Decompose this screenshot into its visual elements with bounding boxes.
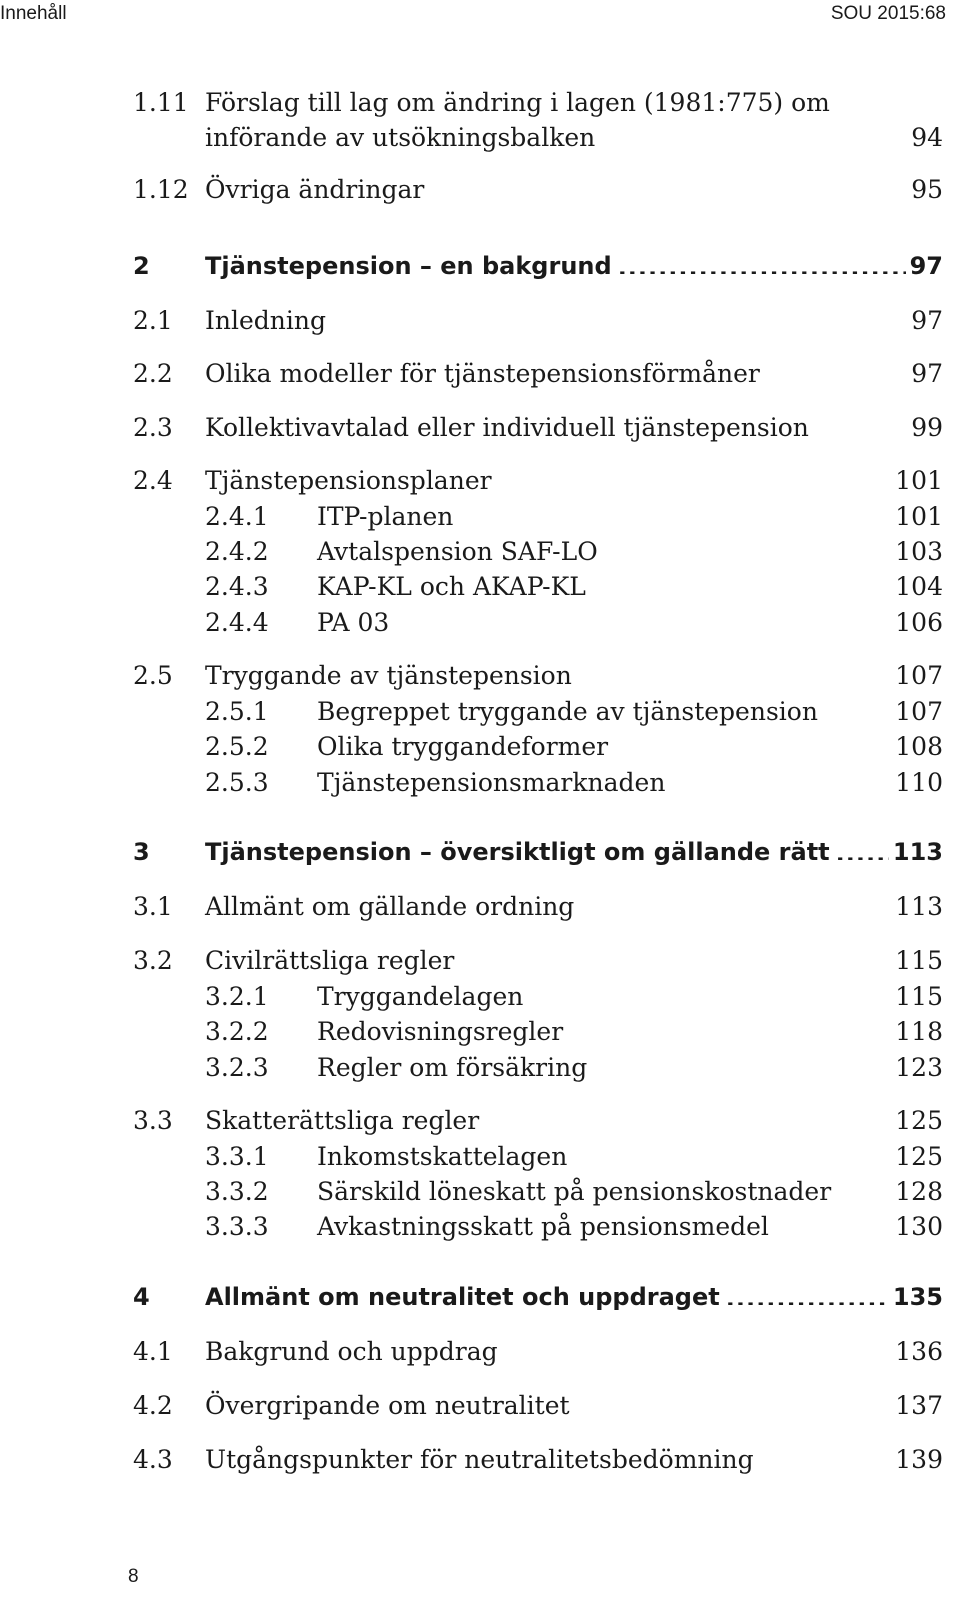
toc-entry-title: Tjänstepensionsplaner xyxy=(205,466,492,495)
toc-entry-page: 97 xyxy=(911,306,943,335)
toc-entry-number: 1.11 xyxy=(133,88,189,117)
toc-entry-number: 2.5.3 xyxy=(205,768,269,797)
toc-chapter[interactable] xyxy=(133,252,943,288)
toc-entry[interactable] xyxy=(133,661,943,697)
toc-entry-number: 2.3 xyxy=(133,413,173,442)
toc-entry[interactable] xyxy=(133,306,943,342)
dot-leader xyxy=(760,1448,892,1468)
dot-leader xyxy=(569,1020,891,1040)
dot-leader xyxy=(460,949,891,969)
dot-leader xyxy=(504,1340,892,1360)
header-report-id: SOU 2015:68 xyxy=(830,3,946,24)
page-number: 8 xyxy=(128,1566,139,1587)
toc-entry[interactable] xyxy=(133,413,943,449)
toc-entry-number: 3.2.2 xyxy=(205,1017,269,1046)
toc-entry-page: 136 xyxy=(895,1337,943,1366)
toc-entry-title: Skatterättsliga regler xyxy=(205,1106,480,1135)
toc-entry-number: 4.1 xyxy=(133,1337,173,1366)
toc-entry-page: 106 xyxy=(895,608,943,637)
dot-leader xyxy=(459,505,891,525)
toc-entry-title: Inledning xyxy=(205,306,326,335)
toc-chapter[interactable] xyxy=(133,1283,943,1319)
dot-leader xyxy=(593,1056,891,1076)
toc-entry-page: 137 xyxy=(895,1391,943,1420)
toc-entry[interactable] xyxy=(133,892,943,928)
toc-entry-number: 4.2 xyxy=(133,1391,173,1420)
toc-entry-page: 113 xyxy=(892,838,943,866)
toc-entry-title: Tjänstepensionsmarknaden xyxy=(317,768,666,797)
toc-entry-title: införande av utsökningsbalken xyxy=(205,123,596,152)
toc-subentry[interactable] xyxy=(205,768,943,804)
toc-subentry[interactable] xyxy=(205,572,943,608)
toc-entry-title: Tryggande av tjänstepension xyxy=(205,661,572,690)
toc-entry-page: 113 xyxy=(895,892,943,921)
toc-entry-page: 135 xyxy=(892,1283,943,1311)
toc-entry-page: 101 xyxy=(895,502,943,531)
toc-entry-page: 103 xyxy=(895,537,943,566)
toc-entry-title: Kollektivavtalad eller individuell tjänstepension xyxy=(205,413,809,442)
toc-entry-page: 110 xyxy=(895,768,943,797)
toc-entry-title: Allmänt om gällande ordning xyxy=(205,892,575,921)
toc-subentry[interactable] xyxy=(205,1212,943,1248)
dot-leader xyxy=(601,126,907,146)
toc-entry-number: 3.3.2 xyxy=(205,1177,269,1206)
toc-entry-number: 4.3 xyxy=(133,1445,173,1474)
toc-entry[interactable] xyxy=(133,1391,943,1427)
toc-entry-title: Allmänt om neutralitet och uppdraget xyxy=(205,1283,720,1311)
toc-entry[interactable] xyxy=(133,1106,943,1142)
toc-entry-page: 94 xyxy=(911,123,943,152)
toc-entry-title: Olika tryggandeformer xyxy=(317,732,609,761)
toc-subentry[interactable] xyxy=(205,502,943,538)
toc-entry-title: Regler om försäkring xyxy=(317,1053,588,1082)
toc-entry-page: 128 xyxy=(895,1177,943,1206)
toc-entry-page: 115 xyxy=(895,982,943,1011)
toc-entry-title: Avkastningsskatt på pensionsmedel xyxy=(317,1212,769,1241)
toc-chapter[interactable] xyxy=(133,838,943,874)
dot-leader xyxy=(837,1180,891,1200)
toc-entry-number: 2.4 xyxy=(133,466,173,495)
toc-entry-number: 3 xyxy=(133,838,150,866)
toc-entry-number: 3.1 xyxy=(133,892,173,921)
toc-entry-title: Förslag till lag om ändring i lagen (1981:775) om xyxy=(205,88,830,117)
toc-entry[interactable] xyxy=(133,123,943,159)
dot-leader xyxy=(430,178,907,198)
toc-entry-number: 2.5.1 xyxy=(205,697,269,726)
toc-entry-page: 125 xyxy=(895,1142,943,1171)
dot-leader xyxy=(836,840,889,860)
dot-leader xyxy=(395,611,891,631)
toc-subentry[interactable] xyxy=(205,697,943,733)
toc-entry-number: 2.5.2 xyxy=(205,732,269,761)
dot-leader xyxy=(614,735,891,755)
dot-leader xyxy=(618,254,906,274)
dot-leader xyxy=(578,664,891,684)
toc-entry-page: 107 xyxy=(895,661,943,690)
dot-leader xyxy=(766,362,907,382)
toc-entry[interactable] xyxy=(133,88,943,124)
toc-entry-title: Olika modeller för tjänstepensionsförmåner xyxy=(205,359,760,388)
toc-entry-page: 97 xyxy=(911,359,943,388)
toc-entry-title: Tjänstepension – en bakgrund xyxy=(205,252,612,280)
toc-entry[interactable] xyxy=(133,175,943,211)
toc-entry-page: 95 xyxy=(911,175,943,204)
toc-subentry[interactable] xyxy=(205,608,943,644)
header-section-label: Innehåll xyxy=(0,3,67,24)
dot-leader xyxy=(332,309,907,329)
dot-leader xyxy=(671,771,891,791)
dot-leader xyxy=(604,540,892,560)
toc-entry-number: 2 xyxy=(133,252,150,280)
toc-entry-title: Övergripande om neutralitet xyxy=(205,1391,570,1420)
toc-subentry[interactable] xyxy=(205,1177,943,1213)
toc-entry-number: 2.4.1 xyxy=(205,502,269,531)
toc-entry-title: Begreppet tryggande av tjänstepension xyxy=(317,697,818,726)
toc-subentry[interactable] xyxy=(205,537,943,573)
dot-leader xyxy=(485,1109,891,1129)
toc-entry[interactable] xyxy=(133,1445,943,1481)
toc-entry-title: Civilrättsliga regler xyxy=(205,946,455,975)
dot-leader xyxy=(726,1285,889,1305)
toc-entry-page: 107 xyxy=(895,697,943,726)
toc-entry[interactable] xyxy=(133,1337,943,1373)
dot-leader xyxy=(775,1215,891,1235)
toc-entry-number: 3.2.3 xyxy=(205,1053,269,1082)
toc-entry[interactable] xyxy=(133,466,943,502)
toc-entry-title: Inkomstskattelagen xyxy=(317,1142,568,1171)
toc-entry-title: PA 03 xyxy=(317,608,390,637)
toc-subentry[interactable] xyxy=(205,982,943,1018)
toc-entry-number: 2.4.3 xyxy=(205,572,269,601)
dot-leader xyxy=(498,469,892,489)
toc-entry-page: 130 xyxy=(895,1212,943,1241)
toc-entry-title: Avtalspension SAF-LO xyxy=(317,537,598,566)
toc-entry-title: Tjänstepension – översiktligt om gällande rätt xyxy=(205,838,830,866)
toc-entry-page: 101 xyxy=(895,466,943,495)
toc-entry[interactable] xyxy=(133,946,943,982)
toc-entry-title: Särskild löneskatt på pensionskostnader xyxy=(317,1177,832,1206)
toc-entry-title: KAP-KL och AKAP-KL xyxy=(317,572,586,601)
toc-entry-number: 2.4.4 xyxy=(205,608,269,637)
dot-leader xyxy=(529,985,891,1005)
toc-entry-number: 3.3.3 xyxy=(205,1212,269,1241)
toc-entry-number: 1.12 xyxy=(133,175,189,204)
toc-entry-title: Utgångspunkter för neutralitetsbedömning xyxy=(205,1445,754,1474)
toc-subentry[interactable] xyxy=(205,732,943,768)
toc-entry-title: Tryggandelagen xyxy=(317,982,524,1011)
toc-entry-number: 3.2 xyxy=(133,946,173,975)
toc-entry-title: Redovisningsregler xyxy=(317,1017,564,1046)
toc-entry-number: 2.4.2 xyxy=(205,537,269,566)
dot-leader xyxy=(580,895,891,915)
toc-entry-page: 115 xyxy=(895,946,943,975)
dot-leader xyxy=(824,700,891,720)
toc-entry-number: 3.3 xyxy=(133,1106,173,1135)
toc-entry[interactable] xyxy=(133,359,943,395)
toc-entry-number: 2.5 xyxy=(133,661,173,690)
dot-leader xyxy=(592,575,891,595)
toc-entry-title: ITP-planen xyxy=(317,502,454,531)
toc-entry-title: Bakgrund och uppdrag xyxy=(205,1337,498,1366)
dot-leader xyxy=(815,416,907,436)
toc-subentry[interactable] xyxy=(205,1142,943,1178)
toc-entry-page: 125 xyxy=(895,1106,943,1135)
toc-entry-number: 3.3.1 xyxy=(205,1142,269,1171)
toc-entry-number: 4 xyxy=(133,1283,150,1311)
toc-entry-page: 97 xyxy=(909,252,943,280)
toc-subentry[interactable] xyxy=(205,1017,943,1053)
dot-leader xyxy=(576,1394,892,1414)
toc-entry-number: 2.2 xyxy=(133,359,173,388)
dot-leader xyxy=(573,1145,891,1165)
toc-entry-page: 108 xyxy=(895,732,943,761)
toc-entry-number: 2.1 xyxy=(133,306,173,335)
toc-entry-page: 118 xyxy=(895,1017,943,1046)
toc-entry-page: 139 xyxy=(895,1445,943,1474)
toc-entry-page: 123 xyxy=(895,1053,943,1082)
toc-entry-page: 104 xyxy=(895,572,943,601)
toc-entry-number: 3.2.1 xyxy=(205,982,269,1011)
toc-entry-page: 99 xyxy=(911,413,943,442)
toc-entry-title: Övriga ändringar xyxy=(205,175,425,204)
toc-subentry[interactable] xyxy=(205,1053,943,1089)
